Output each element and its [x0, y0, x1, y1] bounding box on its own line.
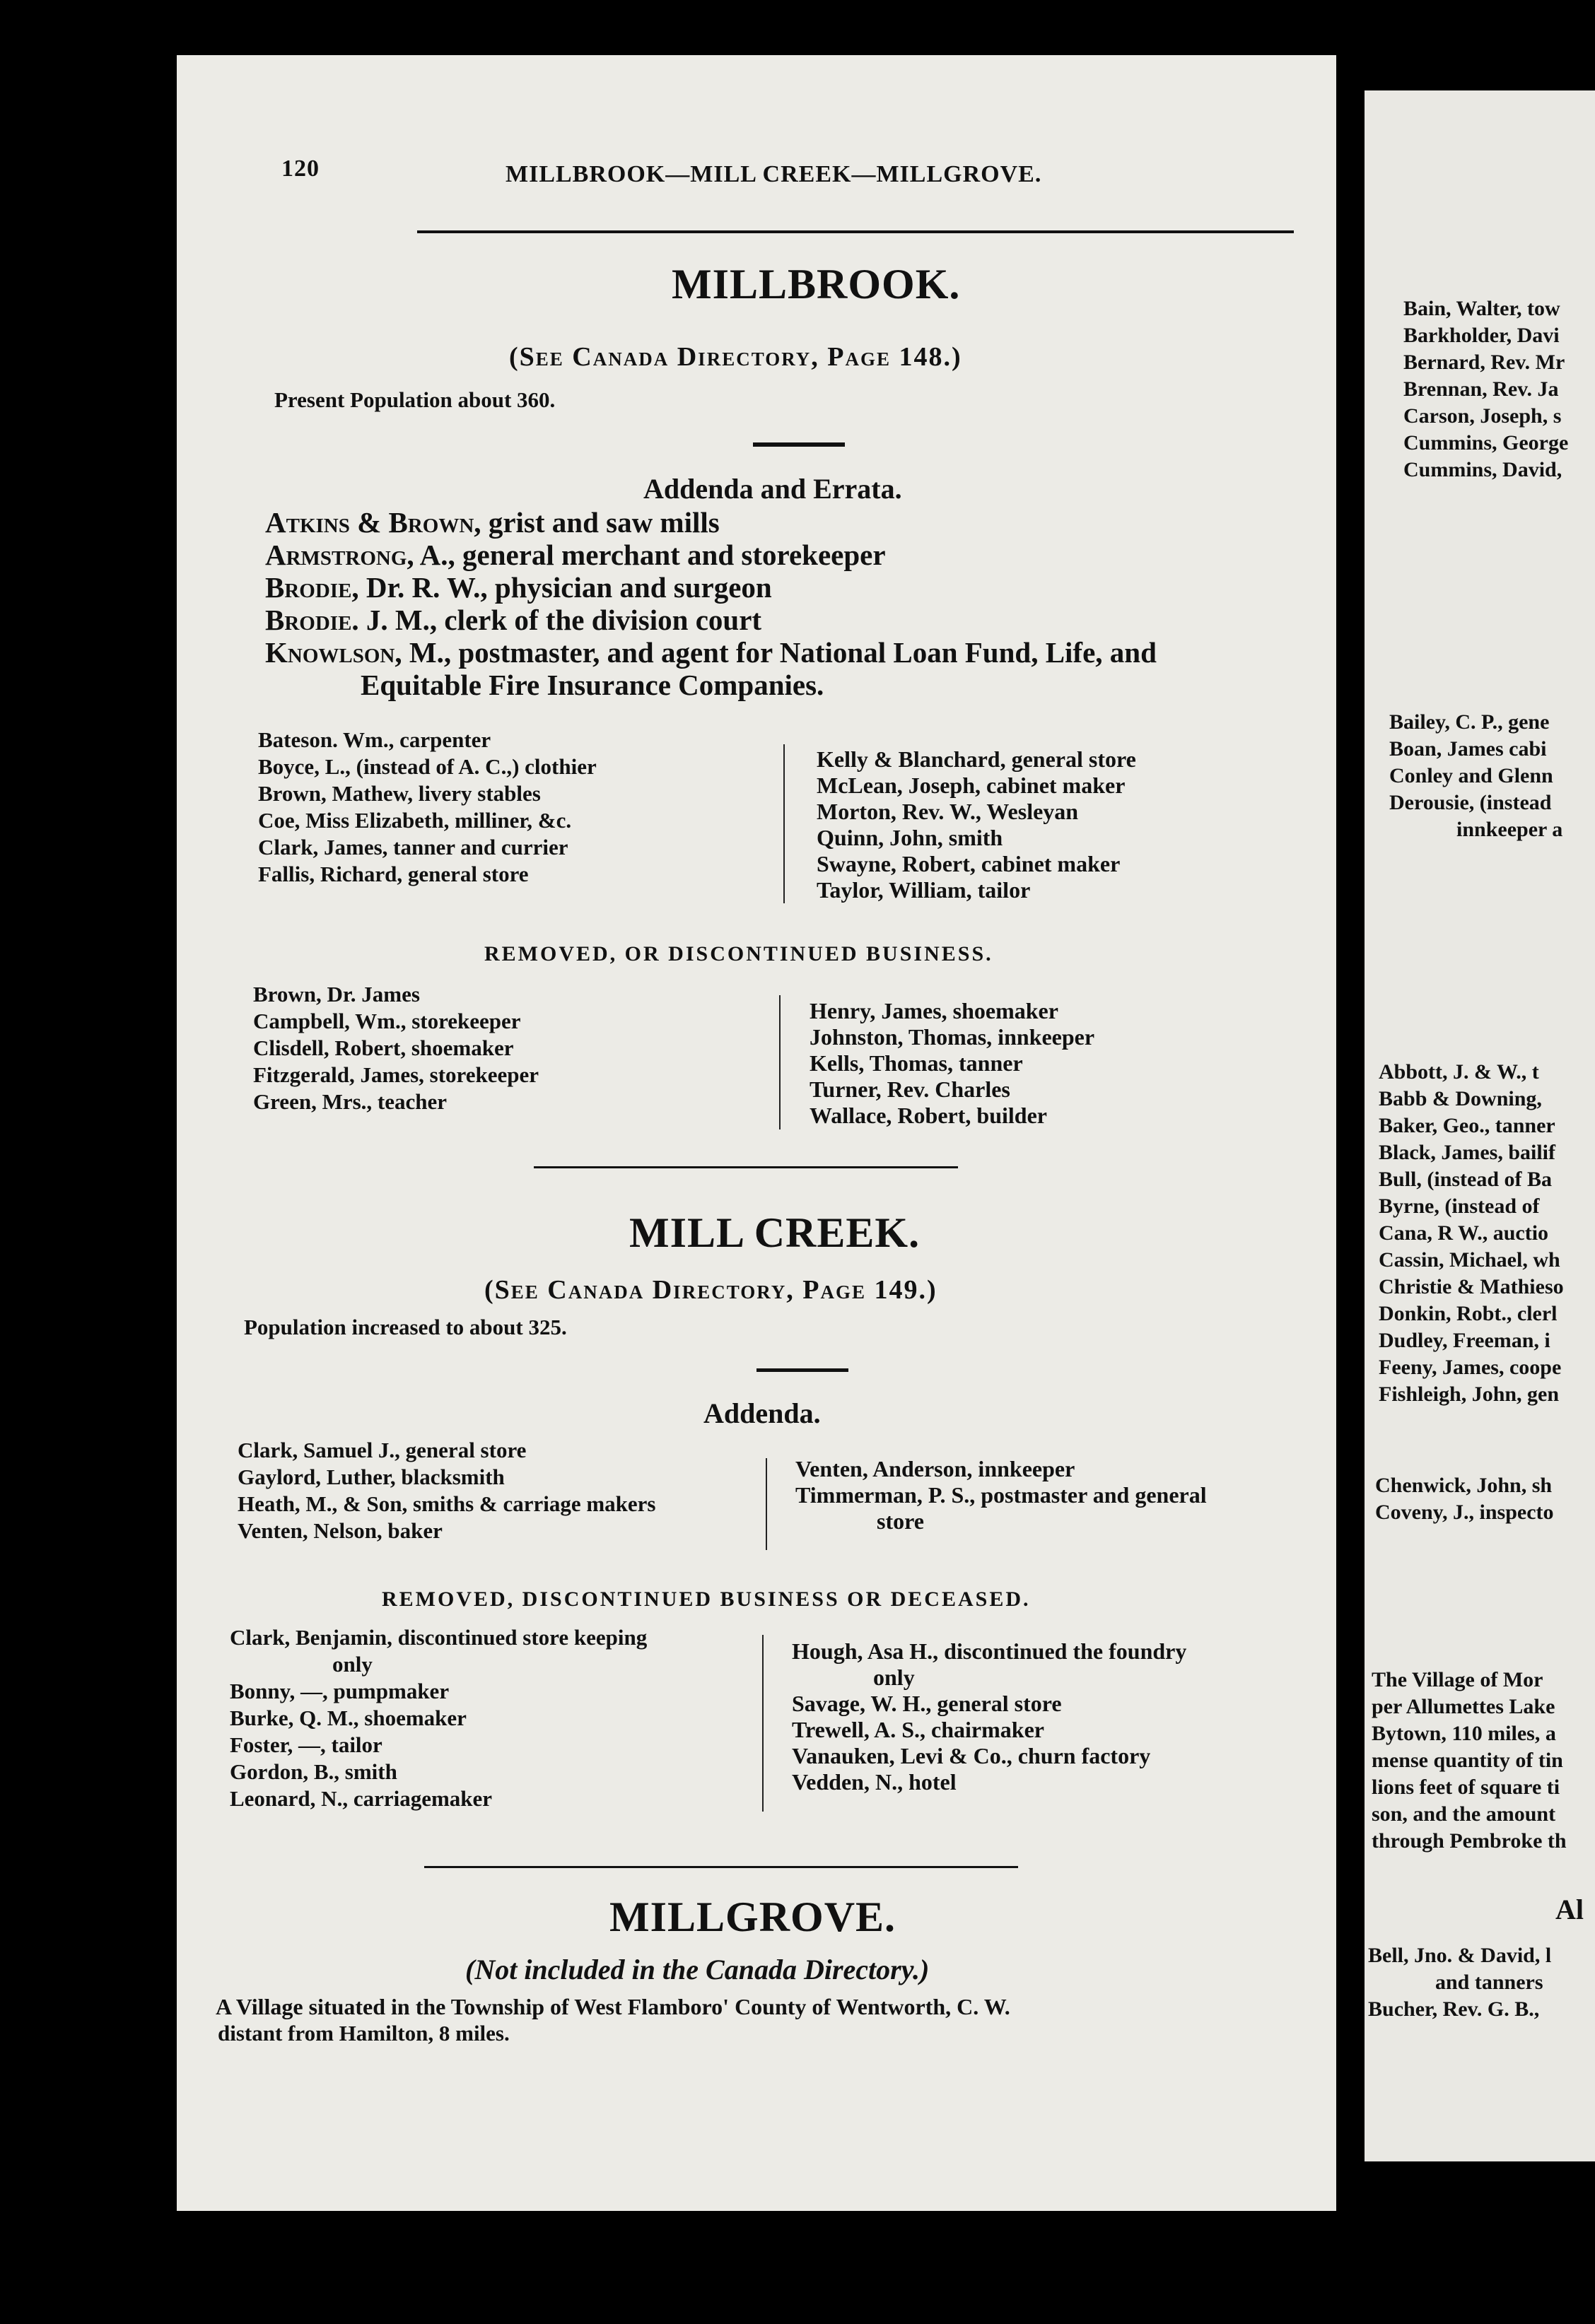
- list-item: Black, James, bailif: [1379, 1141, 1556, 1164]
- mill-creek-reference: (See Canada Directory, Page 149.): [484, 1275, 937, 1305]
- list-item: Johnston, Thomas, innkeeper: [810, 1024, 1095, 1050]
- list-item: per Allumettes Lake: [1372, 1695, 1555, 1718]
- list-item: Fitzgerald, James, storekeeper: [253, 1062, 539, 1087]
- mill-creek-removed-left: [230, 1624, 647, 1812]
- section-rule: [534, 1166, 958, 1168]
- list-item: Bull, (instead of Ba: [1379, 1168, 1553, 1191]
- millgrove-note: (Not included in the Canada Directory.): [465, 1954, 930, 1985]
- millgrove-description: A Village situated in the Township of West Flamboro' County of Wentworth, C. W.: [216, 1994, 1010, 2019]
- list-item: Donkin, Robt., clerl: [1379, 1302, 1558, 1325]
- millbrook-removed-left: [253, 981, 539, 1115]
- millbrook-population: Present Population about 360.: [274, 387, 556, 412]
- list-item: Taylor, William, tailor: [817, 877, 1031, 903]
- list-item: Bucher, Rev. G. B.,: [1368, 1997, 1540, 2021]
- list-item: Morton, Rev. W., Wesleyan: [817, 799, 1079, 824]
- list-item: Bailey, C. P., gene: [1389, 710, 1550, 734]
- list-item: through Pembroke th: [1372, 1829, 1567, 1853]
- header-rule: [417, 230, 1294, 233]
- column-divider: [779, 995, 781, 1129]
- list-item: Green, Mrs., teacher: [253, 1089, 448, 1114]
- list-item: Carson, Joseph, s: [1403, 404, 1562, 428]
- list-item: Fishleigh, John, gen: [1379, 1383, 1560, 1406]
- list-item: Brown, Mathew, livery stables: [258, 781, 541, 806]
- facing-block-3: [1379, 1059, 1564, 1408]
- mill-creek-title: MILL CREEK.: [629, 1209, 921, 1256]
- list-item: Kelly & Blanchard, general store: [817, 746, 1136, 772]
- mill-creek-addenda-heading: Addenda.: [703, 1397, 821, 1429]
- column-divider: [783, 744, 785, 903]
- mill-creek-population: Population increased to about 325.: [244, 1315, 567, 1339]
- list-item: Baker, Geo., tanner: [1379, 1114, 1555, 1137]
- list-item: Coe, Miss Elizabeth, milliner, &c.: [258, 808, 572, 833]
- list-item: Burke, Q. M., shoemaker: [230, 1706, 467, 1730]
- list-item: Vedden, N., hotel: [792, 1769, 957, 1795]
- list-item: Cummins, George: [1403, 431, 1569, 454]
- list-item: Quinn, John, smith: [817, 825, 1003, 850]
- list-item: store: [877, 1508, 924, 1534]
- list-item: Chenwick, John, sh: [1375, 1474, 1553, 1497]
- millbrook-main-entries: [265, 506, 1157, 701]
- list-item: only: [332, 1652, 373, 1677]
- section-rule: [424, 1866, 1018, 1868]
- facing-heading: Al: [1555, 1894, 1584, 1925]
- mill-creek-right-list: [795, 1456, 1207, 1534]
- list-item: Venten, Anderson, innkeeper: [795, 1456, 1075, 1481]
- list-item: Vanauken, Levi & Co., churn factory: [792, 1743, 1151, 1768]
- list-item: lions feet of square ti: [1372, 1776, 1560, 1799]
- list-item: Campbell, Wm., storekeeper: [253, 1009, 521, 1033]
- list-item: Gaylord, Luther, blacksmith: [238, 1465, 505, 1489]
- list-item: Feeny, James, coope: [1379, 1356, 1562, 1379]
- facing-block-4: [1375, 1472, 1554, 1526]
- mill-creek-removed-heading: REMOVED, DISCONTINUED BUSINESS OR DECEASED.: [382, 1588, 1031, 1611]
- list-item: Bain, Walter, tow: [1403, 297, 1560, 320]
- list-item: Conley and Glenn: [1389, 764, 1553, 787]
- list-item: innkeeper a: [1456, 818, 1563, 841]
- column-divider: [766, 1458, 767, 1550]
- list-item: Bytown, 110 miles, a: [1372, 1722, 1556, 1745]
- list-item: Savage, W. H., general store: [792, 1691, 1062, 1716]
- list-item: Clisdell, Robert, shoemaker: [253, 1035, 514, 1060]
- list-item: Cummins, David,: [1403, 458, 1562, 481]
- short-rule: [753, 442, 845, 447]
- list-item: Trewell, A. S., chairmaker: [792, 1717, 1044, 1742]
- list-item: Kells, Thomas, tanner: [810, 1050, 1023, 1076]
- list-item: only: [873, 1665, 915, 1690]
- page-number: 120: [281, 155, 320, 182]
- list-item: mense quantity of tin: [1372, 1749, 1563, 1772]
- list-item: Bell, Jno. & David, l: [1368, 1944, 1552, 1967]
- list-item: Clark, James, tanner and currier: [258, 835, 568, 859]
- list-item: Dudley, Freeman, i: [1379, 1329, 1550, 1352]
- list-item: Turner, Rev. Charles: [810, 1076, 1010, 1102]
- entry: Brodie, Dr. R. W., physician and surgeon: [265, 571, 772, 604]
- list-item: Leonard, N., carriagemaker: [230, 1786, 493, 1811]
- list-item: Gordon, B., smith: [230, 1759, 397, 1784]
- list-item: Hough, Asa H., discontinued the foundry: [792, 1638, 1187, 1664]
- list-item: Heath, M., & Son, smiths & carriage makers: [238, 1491, 656, 1516]
- list-item: The Village of Mor: [1372, 1668, 1543, 1691]
- entry: Knowlson, M., postmaster, and agent for National Loan Fund, Life, and: [265, 636, 1157, 669]
- list-item: Brown, Dr. James: [253, 982, 420, 1007]
- list-item: Brennan, Rev. Ja: [1403, 377, 1559, 401]
- millbrook-addenda-heading: Addenda and Errata.: [643, 473, 902, 505]
- list-item: Clark, Samuel J., general store: [238, 1438, 527, 1462]
- list-item: Wallace, Robert, builder: [810, 1103, 1047, 1128]
- list-item: McLean, Joseph, cabinet maker: [817, 773, 1126, 798]
- list-item: Coveny, J., inspecto: [1375, 1501, 1554, 1524]
- millbrook-removed-right: [810, 998, 1094, 1129]
- short-rule: [756, 1368, 848, 1372]
- list-item: Byrne, (instead of: [1379, 1195, 1540, 1218]
- entry: Brodie. J. M., clerk of the division court: [265, 604, 762, 636]
- list-item: Swayne, Robert, cabinet maker: [817, 851, 1121, 876]
- list-item: Venten, Nelson, baker: [238, 1518, 443, 1543]
- list-item: Cana, R W., auctio: [1379, 1221, 1549, 1245]
- mill-creek-removed-right: [792, 1638, 1186, 1795]
- column-divider: [762, 1635, 764, 1812]
- list-item: Derousie, (instead: [1389, 791, 1552, 814]
- list-item: Timmerman, P. S., postmaster and general: [795, 1482, 1207, 1508]
- millbrook-title: MILLBROOK.: [672, 261, 961, 307]
- millbrook-right-list: [817, 746, 1136, 903]
- list-item: Bernard, Rev. Mr: [1403, 351, 1565, 374]
- facing-page: [1365, 90, 1595, 2161]
- list-item: Foster, —, tailor: [230, 1732, 382, 1757]
- list-item: Henry, James, shoemaker: [810, 998, 1058, 1023]
- list-item: and tanners: [1435, 1971, 1543, 1994]
- entry: Armstrong, A., general merchant and storekeeper: [265, 539, 886, 571]
- facing-block-1: [1403, 295, 1568, 483]
- millbrook-reference: (See Canada Directory, Page 148.): [509, 342, 962, 372]
- list-item: Bonny, —, pumpmaker: [230, 1679, 450, 1703]
- facing-block-2: [1389, 709, 1562, 843]
- millbrook-left-list: [258, 727, 597, 888]
- facing-block-5: [1372, 1667, 1567, 1855]
- entry: Atkins & Brown, grist and saw mills: [265, 506, 720, 539]
- entry-continuation: Equitable Fire Insurance Companies.: [361, 669, 824, 701]
- directory-page: [177, 55, 1336, 2211]
- list-item: Cassin, Michael, wh: [1379, 1248, 1560, 1272]
- list-item: Christie & Mathieso: [1379, 1275, 1564, 1298]
- list-item: Abbott, J. & W., t: [1379, 1060, 1539, 1084]
- list-item: Clark, Benjamin, discontinued store keeping: [230, 1625, 648, 1650]
- list-item: Bateson. Wm., carpenter: [258, 727, 491, 752]
- list-item: Boyce, L., (instead of A. C.,) clothier: [258, 754, 597, 779]
- running-head: MILLBROOK—MILL CREEK—MILLGROVE.: [506, 161, 1042, 187]
- list-item: son, and the amount: [1372, 1802, 1556, 1826]
- facing-block-6: [1368, 1942, 1551, 2023]
- millgrove-title: MILLGROVE.: [609, 1894, 896, 1940]
- millbrook-removed-heading: REMOVED, OR DISCONTINUED BUSINESS.: [484, 942, 993, 966]
- list-item: Fallis, Richard, general store: [258, 862, 529, 886]
- list-item: Barkholder, Davi: [1403, 324, 1560, 347]
- mill-creek-left-list: [238, 1437, 656, 1544]
- list-item: Babb & Downing,: [1379, 1087, 1542, 1110]
- list-item: Boan, James cabi: [1389, 737, 1547, 761]
- millgrove-description-cont: distant from Hamilton, 8 miles.: [218, 2021, 510, 2046]
